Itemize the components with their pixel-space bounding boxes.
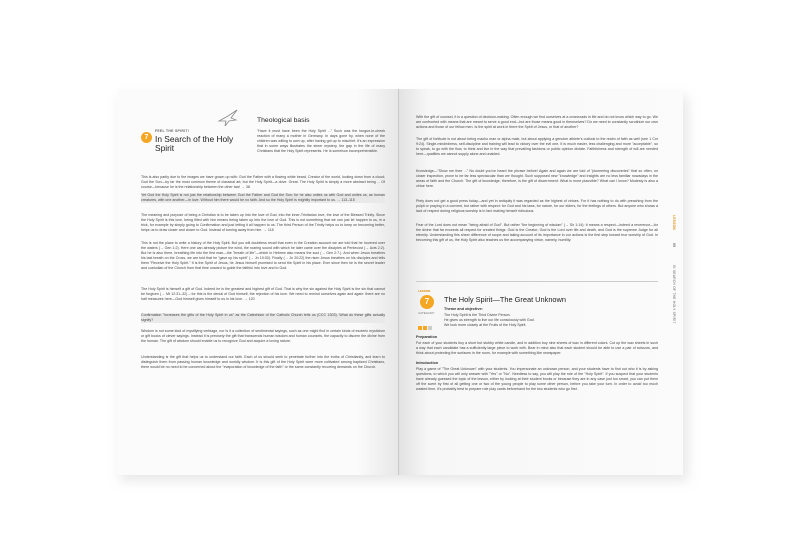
category-icons <box>418 317 432 335</box>
section-kicker: FEEL THE SPIRIT! <box>155 129 190 133</box>
theme-line-2: He gives us strength to live our life consciously with God. <box>444 318 535 322</box>
paragraph-fear-of-the-lord: Fear of the Lord does not mean "being afraid of God". But rather "the beginning of wisdom" (→ Sir 1:14): It means a respect—indeed a reverence—for the divine that far exceeds all respect for created things. God is the Creator; God is the Lord over life and death, and God is the supreme Judge for all eternity. Understanding this sheer difference of scope and taking account of its importance in our actions is the first step toward true worship of God. In becoming this gift of us, the Holy Spirit also teaches us the accompanying virtue, namely, humility. <box>416 223 658 243</box>
preparation-text: For each of your students buy a short but stubby white candle, and in addition buy nine sheets of wax in different colors. Cut up the wax sheets in such a way that each candidate has a sufficiently large piece to work with. Bear in mind also that each student should be able to use a pair of scissors, and think about protecting the surfaces in the room, for example with something like newspaper. <box>416 341 658 356</box>
running-header: IN SEARCH OF THE HOLY SPIRIT <box>672 265 676 324</box>
theme-heading: Theme and objective: <box>444 307 483 311</box>
paragraph-wisdom: Wisdom is not some kind of mystifying verbiage, nor is it a collection of sentimental sayings, such as one might find in certain kinds of esoteric mysticism or gift books of clever sayings. Instead it is precisely the gift that transcends human wisdom and human counsels, the capacity to discern the divine from the human. The gift of wisdom should enable us to recognize God and acquire a loving nature. <box>141 329 385 344</box>
theme-line-3: We look more closely at the Fruits of the Holy Spirit. <box>444 323 527 327</box>
paragraph-knowledge: Knowledge—"Show me thee ..." No doubt you've heard the phrase before! Again and again we are told of "pioneering discoveries" that so often, on closer inspection, prove to be far less spectacular than we thought. Such supposed new "knowledge" and insights are no less familiar nowadays in the areas of faith and the Church. The gift of knowledge, therefore, is the gift of discernment: What is more plausible? What can I know? Modesty is also a virtue here. <box>416 169 658 189</box>
paragraph-piety: Piety does not get a good press today—and yet in antiquity it was regarded as the highest of virtues. For it has nothing to do with preaching from the pulpit or praying in a convent, but rather with respect: for God and his laws, for nature, for our elders, for the feelings of others. But anyone who shows a lack of respect during religious worship is in fact making himself ridiculous. <box>416 199 658 214</box>
lesson-number-badge: 7 <box>420 295 434 309</box>
preparation-heading: Preparation <box>416 335 438 339</box>
paragraph-history: This is not the place to write a history of the Holy Spirit. But you will doubtless recall that even in the Creation account we are told that he hovered over the waters (→ Gen 1:2). Here one can already picture the wind, the roaring sound with which he later came over the disciples at Pentecost (→ Acts 2:2). But he is also there, breathing life into the first man—the "breath of life"—which in Hebrew also means the soul (→ Gen 2:7.). And when Jesus breathes his last breath on the Cross, we are told that he "gave up his spirit" (→ Jn 19:30). Finally (→ Jn 20:22) the risen Jesus breathes on his disciples and tells them "Receive the Holy Spirit." It is the Spirit of Jesus, he Jesus himself promised to send the Spirit in his place. Ever since then he is the secret leader and custodian of the Church from that time onward to guide the faithful into love and to God. <box>141 241 385 271</box>
theological-basis-heading: Theological basis <box>257 117 310 124</box>
paragraph-fortitude: The gift of fortitude is not about being macho man or alpha male, but about applying a genuine athlete's outlook to the realm of faith as well (see 1 Cor 9:24). Single-mindedness, self-discipline and training will lead to victory over the evil one. It is much easier, less challenging and more "acceptable", so to speak, to go with the flow, to think and live in the way that prevailing fashions or public opinion dictate. Faithfulness and strength of will are needed here—qualities we cannot supply alone and unaided. <box>416 137 658 157</box>
page-number: 95 <box>672 243 676 248</box>
lesson-title: The Holy Spirit—The Great Unknown <box>444 295 566 304</box>
side-tab-label: LESSON <box>672 215 676 230</box>
introduction-text: Play a game of "The Great Unknown" with your students. You impersonate an unknown person, and your students have to find out who it is by asking questions, to which you will only answer with "Yes" or "No". Needless to say, you will play the role of the "Holy Spirit". If you suspect that your students have already guessed the topic of the lesson, either by looking at their student books or because they are in any case just too smart, you can put them off the scent by first of all getting one or two of the young people to play some other person, before you take your turn. In order to avoid too much wasted time, it's probably best to prepare role play cards beforehand for the two students who go first. <box>416 367 658 392</box>
intro-quote: "Have it must have been the Holy Spirit ..." Such was the tongue-in-cheek reaction of many a mother in Germany. In days gone by, when none of the children was willing to own up, after having got up to mischief. It's an expression that in some ways illustrates the sheer mystery, the gap in the life of many Christians that the Holy Spirit represents. He is somehow incomprehensible. <box>257 129 385 154</box>
category-square-icon <box>418 326 422 330</box>
paragraph-counsel: With the gift of counsel, it is a question of decision-making. Often enough we find ourselves at a crossroads in life and do not know which way to go. We are confronted with means that are meant to serve a good end—but are those means good in themselves? Do we need to constantly scrutinize our own actions and those of our fellow men. Is the spirit at work in there the Spirit of Jesus, or that of another? <box>416 115 658 130</box>
lesson-category-label: CATEGORY <box>418 311 435 315</box>
paragraph-confirmation: Confirmation "increases the gifts of the Holy Spirit in us" as the Catechism of the Catholic Church tells us (CCC 1303). What do these gifts actually signify? <box>141 313 385 323</box>
right-page <box>400 89 683 475</box>
theme-line-1: The Holy Spirit is the Third Divine Person. <box>444 313 511 317</box>
left-page <box>117 89 401 475</box>
introduction-heading: Introduction <box>416 361 439 365</box>
lesson-kicker: LESSON <box>418 289 431 293</box>
section-divider <box>416 281 658 282</box>
paragraph-relationship: Yet God the Holy Spirit is not just the relationship between God the Father and God the Son; for he also unites us with God and unites us, as human creatures, with one another—in love. Without him there would be no faith. And so the Holy Spirit is mightily important to us. → 113–115 <box>141 193 385 203</box>
paragraph-understanding: Understanding is the gift that helps us to understand our faith. Each of us should seek to penetrate further into the truths of Christianity, and learn to distinguish them from passing human knowledge and worldly wisdom. It is this gift of the Holy Spirit were more cultivated among baptized Christians, there would be no need to be concerned about the "evaporation of knowledge of the faith" or the same constantly recurring demands on the Church. <box>141 355 385 370</box>
paragraph-gift: The Holy Spirit is himself a gift of God. Indeed he is the greatest and highest gift of God. That is why the sin against the Holy Spirit is the sin that cannot be forgiven (→ Mt 12:31–32) – for this is the denial of God himself, the rejection of his love. We need to remind ourselves again and again: there are no half measures here—God himself gives himself to us in his love. → 120 <box>141 287 385 302</box>
category-square-icon <box>428 326 432 330</box>
paragraph-images: This is also partly due to the images we have grown up with: God the Father with a flowing white beard, Creator of the world, looking down from a cloud; God the Son—by far the most common theme of classical art; but the Holy Spirit—a dove. Great. The Holy Spirit is simply a more abstract being ... Of course—because he is the relationship between the other two! → 38 <box>141 175 385 190</box>
dove-icon <box>217 107 239 129</box>
section-number-badge: 7 <box>141 132 152 143</box>
category-square-icon <box>423 326 427 330</box>
section-title: In Search of the Holy Spirit <box>155 134 234 154</box>
paragraph-meaning: The meaning and purpose of being a Christian is to be taken up into the love of God, into the inner-Trinitarian love, the love of the Blessed Trinity. Since the Holy Spirit is this love, being filled with him means being taken up into the love of God. This is not something that we can just let happen to us, in a trick, for example by simply going to Confirmation and just letting it all happen to us. The third Person of the Trinity helps us to keep on becoming better, helps us to draw closer and closer to God. Instead of turning away from him. → 118 <box>141 213 385 233</box>
